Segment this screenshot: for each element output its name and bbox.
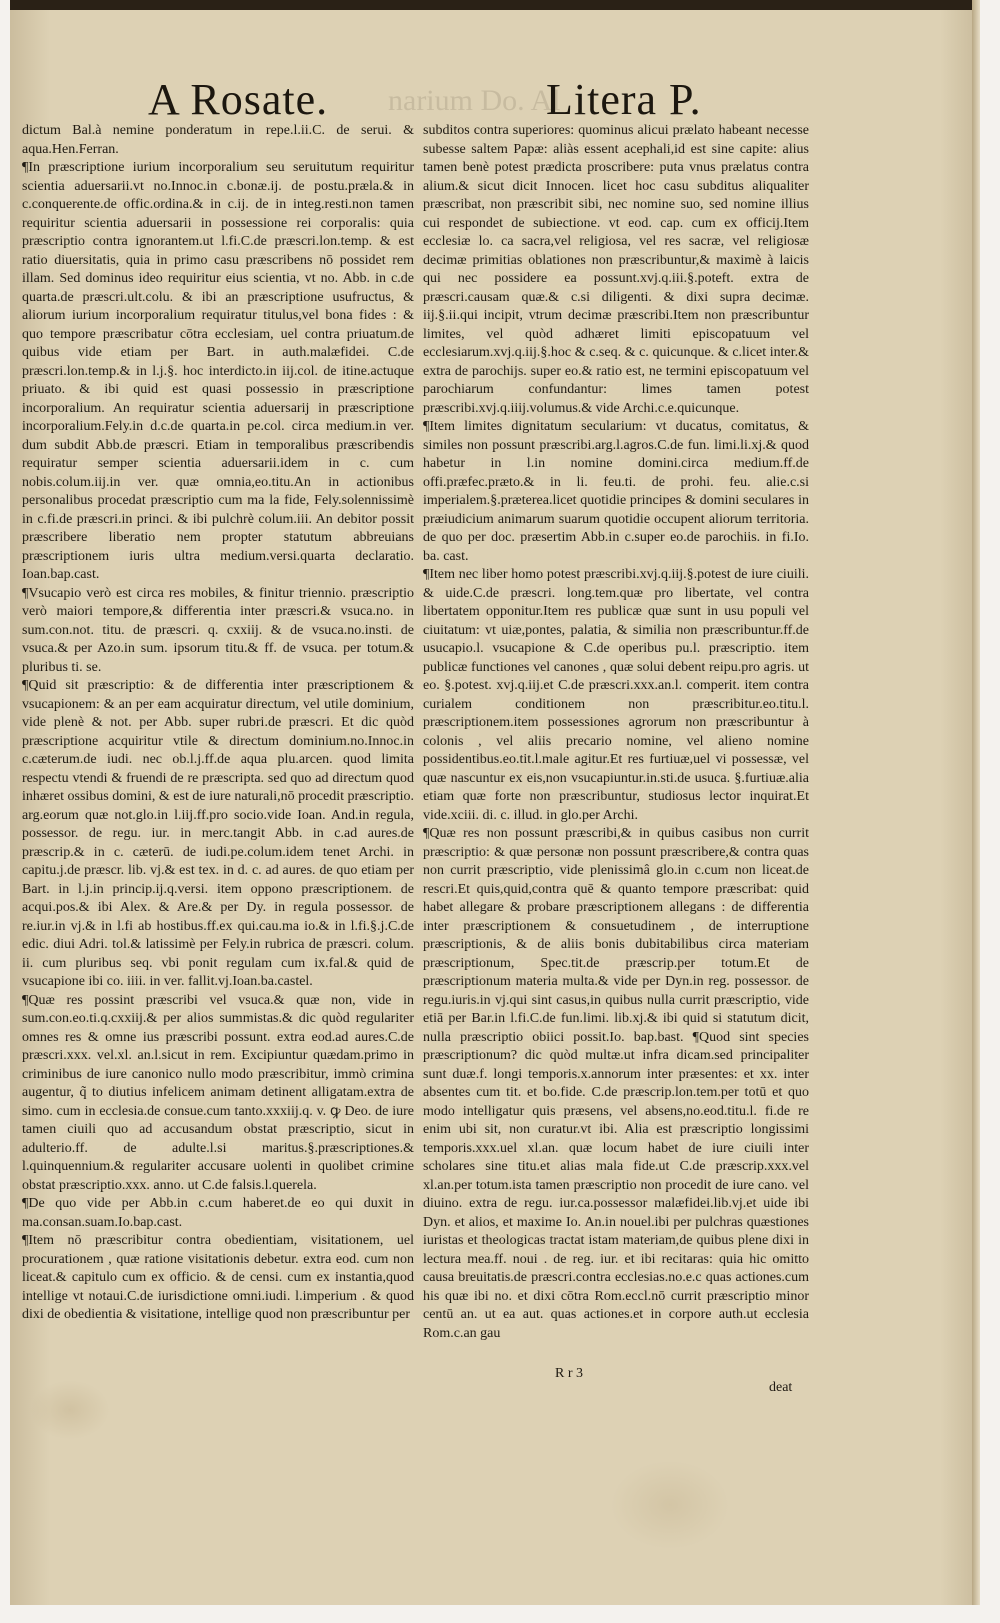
paragraph: dictum Bal.à nemine ponderatum in repe.l.ii.C. de serui. & aqua.Hen.Ferran. xyxy=(22,123,414,157)
paragraph: ¶Vsucapio verò est circa res mobiles, & finitur triennio. præscriptio verò maiori tempore,& differentia inter præscri.& vsuca.no. in sum.con.not. titu. de præscri. q. cxxiij. & de vsuca.no.insti. de vsuca.& per Azo.in sum. ipsorum titu.& ff. de vsuca. per totum.& pluribus ti. se. xyxy=(22,585,414,675)
paragraph: ¶Quæ res possint præscribi vel vsuca.& quæ non, vide in sum.con.eo.ti.q.cxxiij.& per alios summistas.& dic quòd regulariter omnes res & omne ius præscribi possunt. extra eod.ad aures.C.de præscri.xxx. vel.xl. an.l.sicut in rem. Excipiuntur quædam.primo in criminibus de iure canonico nullo modo præscribitur, immò crimina augentur, q̃ to diutius infelicem animam detinent alligatam.extra de simo. cum in ecclesia.de consue.cum tanto.xxxiij.q. v. ꝙ Deo. de iure tamen ciuili quo ad accusandum obstat præscriptio, sicut in adulterio.ff. de adulte.l.si maritus.§.præscriptiones.& l.quinquennium.& regulariter accusare uolenti in quolibet crimine obstat præscriptio.xxx. anno. ut C.de falsis.l.querela. xyxy=(22,992,414,1193)
paragraph: ¶De quo vide per Abb.in c.cum haberet.de eo qui duxit in ma.consan.suam.Io.bap.cast. xyxy=(22,1196,414,1230)
paragraph: subditos contra superiores: quominus alicui prælato habeant necesse subesse saltem Papæ: aliàs essent acephali,id est sine capite: alius tamen benè potest prædicta proscribere: puta vnus prælatus contra alium.& sicut dicit Innocen. licet hoc casu subditus aliqualiter præscribat, non præscribit sibi, nec nomine suo, sed nomine illius cui respondet de subiectione. vt eod. cap. cum ex officij.Item ecclesiæ lo. ca sacra,vel religiosa, vel res sacræ, vel religiosæ decimæ primitias oblationes non præscribuntur,& maximè à laicis qui nec possidere ea possunt.xvj.q.iii.§.poteft. extra de præscri.causam quæ.& c.si diligenti. & dixi supra decimæ. iij.§.ii.qui incipit, vtrum decimæ præscribi.Item non præscribuntur limites, vel quòd adhæret limiti episcopatuum vel ecclesiarum.xvj.q.iij.§.hoc & c.seq. & c. quicunque. & c.licet inter.& extra de parochijs. super eo.& ratio est, ne termini episcopatuum vel parochiarum confundantur: limes tamen potest præscribi.xvj.q.iiij.volumus.& vide Archi.c.e.quicunque. xyxy=(423,123,809,416)
paper-stain xyxy=(30,1380,110,1440)
paragraph: ¶Quæ res non possunt præscribi,& in quibus casibus non currit præscriptio: & quæ personæ non possunt præscribere,& contra quas non currit præscriptio, vide plenissimâ glo.in c.cum non liceat.de rescri.Et quis,quid,contra quē & quanto tempore præscribat: quid habet allegare & probare præscriptionem allegans : de differentia inter præscriptionem & consuetudinem , de interruptione præscriptionis, & de aliis bonis dubitabilibus circa materiam præscriptionum, Spec.tit.de præscrip.per totum.Et de præscriptionum materia multa.& vide per Dyn.in reg. possessor. de regu.iuris.in vj.qui sint casus,in quibus nulla currit præscriptio, vide etiā per Bar.in l.fi.C.de fun.limi. lib.xj.& ibi quid si statutum dicit, nulla præscriptio obiici possit.Io. bap.bast. ¶Quod sint species præscriptionum? dic quòd multæ.ut infra dicam.sed principaliter sunt duæ.f. longi temporis.x.annorum inter præsentes: et xx. inter absentes cum tit. et bo.fide. C.de præscrip.lon.tem.per totū et quo modo intelligatur quis præsens, vel absens,no.eod.titu.l. fi.de re enim ubi sit, non curatur.vt ibi. Alia est præscriptio longissimi temporis.xxx.uel xl.an. quæ locum habet de iure ciuili inter scholares sine titu.et alias mala fide.ut C.de præscrip.xxx.vel xl.an.per totum.ista tamen præscriptio non procedit de iure cano. vel diuino. extra de regu. iur.ca.possessor malæfidei.lib.vj.et uide ibi Dyn. et alios, et maxime Io. An.in nouel.ibi per pulchras quæstiones iuristas et theologicas tractat istam materiam,de quibus plene dixi in lectura mea.ff. noui . de reg. iur. et ibi recitaras: quia hic omitto causa breuitatis.de præscri.contra ecclesias.no.e.c quas actiones.cum his quæ ibi no. et dixi cōtra Rom.eccl.nō currit præscriptio minor centū an. ut ea aut. quas actiones.et in corpore auth.ut ecclesia Rom.c.an gau xyxy=(423,826,809,1341)
page-top-edge xyxy=(10,0,980,10)
signature-mark: R r 3 xyxy=(555,1366,583,1381)
running-header xyxy=(10,70,980,130)
left-column xyxy=(22,122,414,1325)
header-right: Litera P. xyxy=(546,75,702,124)
header-bleed-through: narium Do. Al xyxy=(388,84,561,117)
catchword: deat xyxy=(769,1380,793,1395)
page-right-edge xyxy=(972,0,980,1605)
right-column xyxy=(423,122,809,1343)
book-page xyxy=(10,0,980,1605)
paper-stain xyxy=(610,1460,730,1550)
paragraph: ¶In præscriptione iurium incorporalium seu seruitutum requiritur scientia aduersarii.vt no.Innoc.in c.bonæ.ij. de postu.præla.& in c.conquerente.de offic.ordina.& in c.ij. de in integ.resti.non tamen requiritur scientia aduersarii in possessione rei corporalis: quia præscriptio contra ignorantem.ut l.fi.C.de præscri.lon.temp. & est ratio diuersitatis, quia in primo casu præscribens nō possidet rem illam. Sed dominus ideo requiritur eius scientia, vt no. Abb. in c.de quarta.de præscri.ult.colu. & ibi an præscriptione usufructus, & aliorum iurium incorporalium requiratur titulus,vel bona fides : & quo tempore præscribatur cōtra ecclesiam, uel contra priuatum.de quibus vide etiam per Bart. in auth.malæfidei. C.de præscri.lon.temp.& in l.j.§. hoc interdicto.in iij.col. de itine.actuque priuato. & ibi quid est quasi possessio in præscriptione incorporalium. An requiratur scientia aduersarij in præscriptione incorporalium.Fely.in d.c.de quarta.in pe.col. circa medium.in ver. dum subdit Abb.de præscri. Etiam in temporalibus præscribendis requiratur semper scientia aduersarii.idem in c. cum nobis.colum.iij.in ver. quæ omnia,eo.titu.An in actionibus personalibus procedat præscriptio cum ma la fide, Fely.solennissimè in c.fi.de præscri.in princi. & ibi pulchrè colum.iii. An debitor possit præscribere liberatio nem propter statutum abbreuians præscriptionem iuris ultra medium.versi.quarta declaratio. Ioan.bap.cast. xyxy=(22,160,414,582)
paragraph: ¶Quid sit præscriptio: & de differentia inter præscriptionem & vsucapionem: & an per eam acquiratur directum, vel utile dominium, vide plenè & not. per Abb. super rubri.de præscri. Et dic quòd præscriptione acquiritur vtile & directum dominium.no.Innoc.in c.cæterum.de iudi. nec ob.l.j.ff.de aqua plu.arcen. quod limita respectu vtendi & fruendi de re præscripta. sed quo ad directum quod inhæret ossibus domini, & est de iure naturali,nō procedit præscriptio. arg.eorum quæ not.glo.in l.iij.ff.pro socio.vide Ioan. And.in regula, possessor. de regu. iur. in merc.tangit Abb. in c.ad aures.de præscrip.& in c. cæterū. de iudi.pe.colum.idem tenet Archi. in capitu.j.de præscr. lib. vj.& est tex. in d. c. ad aures. de quo etiam per Bart. in l.j.in princip.ij.q.versi. item oppono præscriptionem. de acqui.pos.& ibi Alex. & Are.& per Dy. in regula possessor. de re.iur.in vj.& in l.fi ab hostibus.ff.ex qui.cau.ma io.& in l.fi.§.j.C.de edic. diui Adri. tol.& latissimè per Fely.in rubrica de præscri. colum. ii. cum pluribus seq. vbi ponit regulam cum ix.fal.& quid de vsucapione ibi co. iiii. in ver. fallit.vj.Ioan.ba.castel. xyxy=(22,678,414,989)
paragraph: ¶Item nō præscribitur contra obedientiam, visitationem, uel procurationem , quæ ratione visitationis debetur. extra eod. cum non liceat.& capitulo cum ex officio. & de censi. cum ex instantia,quod intellige vt notaui.C.de iurisdictione omni.iudi. l.imperium . & quod dixi de obedientia & visitatione, intellige quod non præscribuntur per xyxy=(22,1233,414,1322)
paragraph: ¶Item limites dignitatum secularium: vt ducatus, comitatus, & similes non possunt præscribi.arg.l.agros.C.de fun. limi.li.xj.& quod habetur in l.in nomine domini.circa medium.ff.de offi.præfec.præto.& in li. feu.ti. de prohi. feu. alie.c.si imperialem.§.præterea.licet quotidie principes & domini seculares in præiudicium animarum suarum quotidie occupent aliorum territoria. de quo per doc. præsertim Abb.in c.super eo.de parochiis. in fi.Io. ba. cast. xyxy=(423,419,809,564)
paragraph: ¶Item nec liber homo potest præscribi.xvj.q.iij.§.potest de iure ciuili. & uide.C.de præscri. long.tem.quæ pro libertate, vel contra libertatem opponitur.Item res publicæ quæ sunt in usu populi vel ciuitatum: vt uiæ,pontes, palatia, & similia non præscribuntur.ff.de usucapio.l. vsucapione & C.de operibus pu.l. præscriptio. item publicæ functiones vel canones , quæ solui debent reipu.pro agris. ut eo. §.potest. xvj.q.iij.et C.de præscri.xxx.an.l. comperit. item contra curialem conditionem non præscribitur.eo.titu.l. præscriptionem.item possessiones agrorum non præscribuntur à colonis , vel aliis precario nomine, vel alieno nomine possidentibus.eo.tit.l.male agitur.Et res furtiuæ,uel vi possessæ, vel quæ nascuntur ex eis,non vsucapiuntur.in.sti.de usuca. §.furtiuæ.alia etiam quæ forte non præscribuntur, studiosus lector inquirat.Et vide.xciii. di. c. illud. in glo.per Archi. xyxy=(423,567,809,823)
header-left: A Rosate. xyxy=(148,75,329,124)
